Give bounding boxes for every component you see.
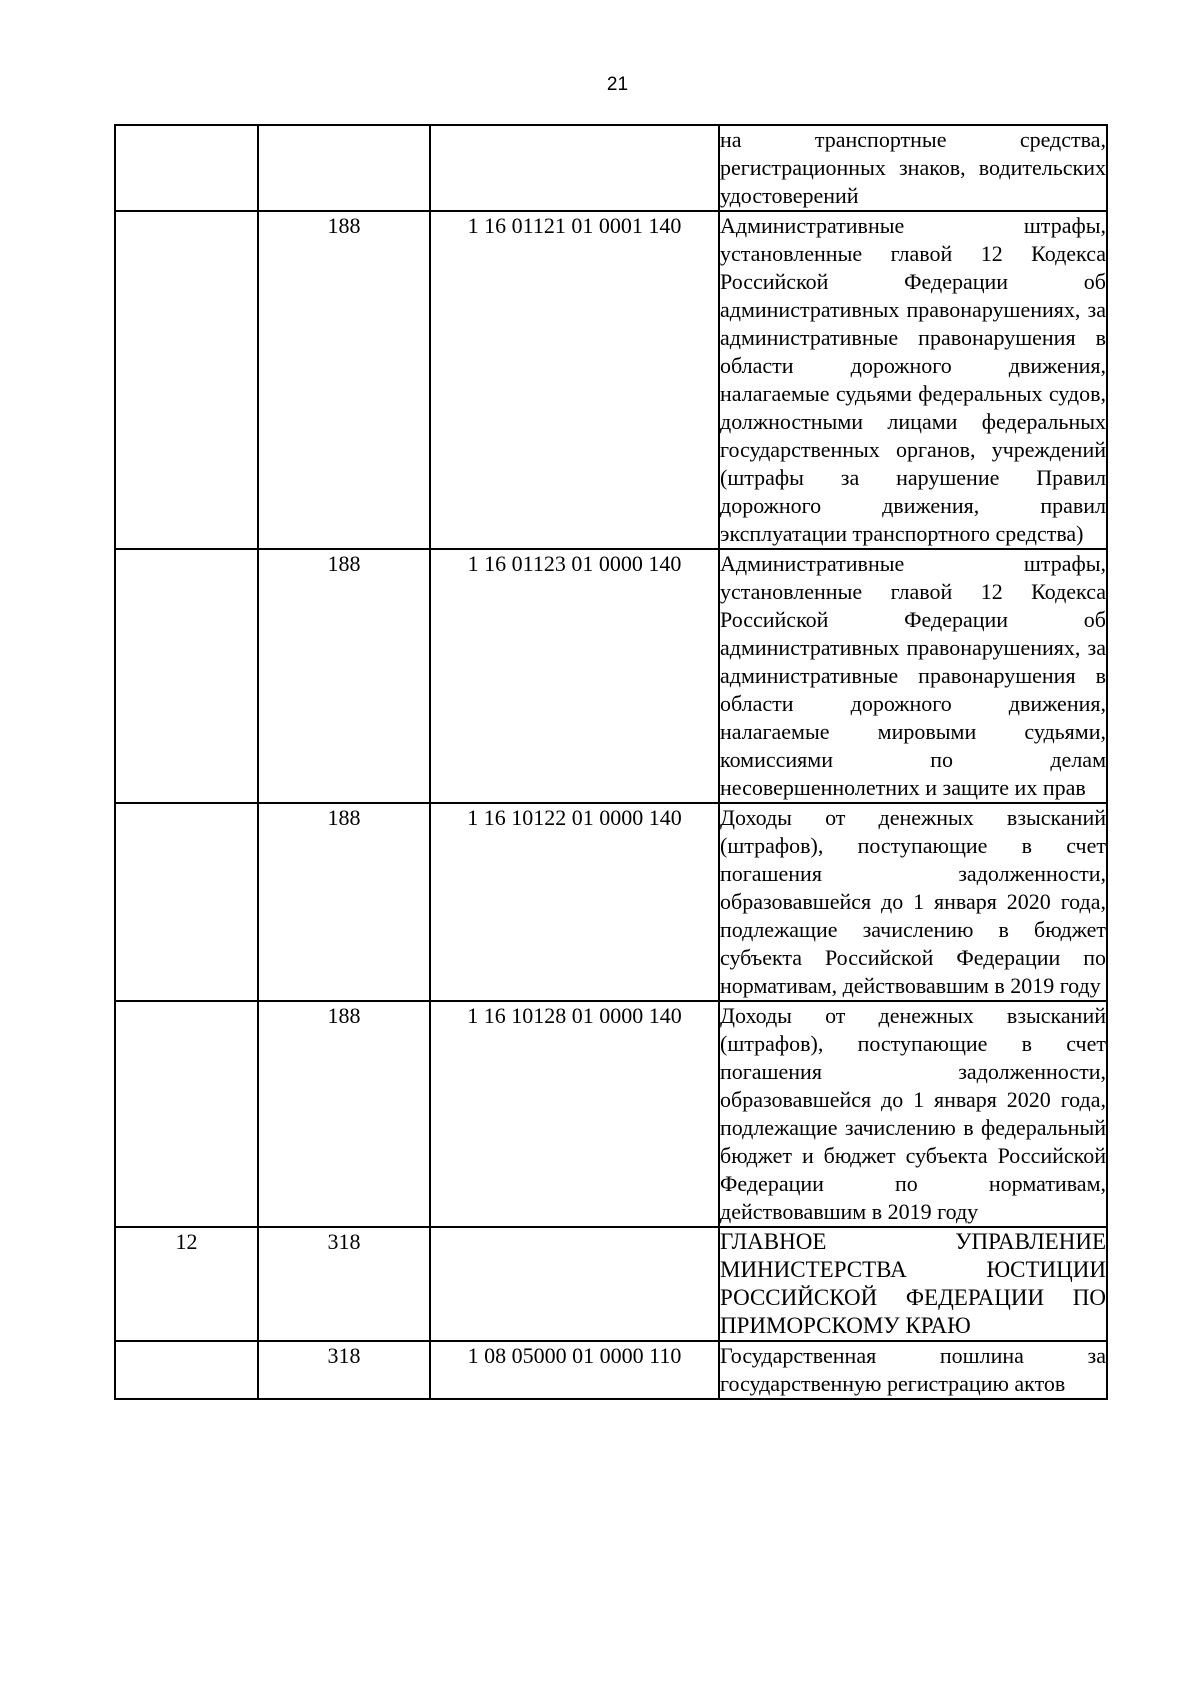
table-row — [115, 211, 1107, 549]
budget-classification-code-cell — [430, 125, 719, 211]
budget-classification-code-cell — [430, 1227, 719, 1341]
administrator-code-cell: 318 — [258, 1341, 430, 1399]
budget-revenue-table — [114, 124, 1108, 1400]
page-number: 21 — [606, 74, 629, 95]
administrator-code-cell: 188 — [258, 549, 430, 803]
administrator-code-cell — [258, 125, 430, 211]
description-cell: на транспортные средства, регистрационных знаков, водительских удостоверений — [719, 125, 1107, 211]
description-cell: Административные штрафы, установленные главой 12 Кодекса Российской Федерации об административных правонарушениях, за административные правонарушения в области дорожного движения, налагаемые судьями федеральных судов, должностными лицами федеральных государственных органов, учреждений (штрафы за нарушение Правил дорожного движения, правил эксплуатации транспортного средства) — [719, 211, 1107, 549]
administrator-code-cell: 188 — [258, 1001, 430, 1227]
table-row — [115, 125, 1107, 211]
description-cell: Доходы от денежных взысканий (штрафов), поступающие в счет погашения задолженности, образовавшейся до 1 января 2020 года, подлежащие зачислению в федеральный бюджет и бюджет субъекта Российской Федерации по нормативам, действовавшим в 2019 году — [719, 1001, 1107, 1227]
description-cell: Государственная пошлина за государственную регистрацию актов — [719, 1341, 1107, 1399]
administrator-code-cell: 188 — [258, 211, 430, 549]
row-number-cell — [115, 1001, 258, 1227]
row-number-cell — [115, 803, 258, 1001]
row-number-cell — [115, 211, 258, 549]
row-number-cell — [115, 1341, 258, 1399]
table-row — [115, 1001, 1107, 1227]
row-number-cell — [115, 549, 258, 803]
budget-classification-code-cell: 1 16 01123 01 0000 140 — [430, 549, 719, 803]
table-row — [115, 549, 1107, 803]
budget-classification-code-cell: 1 16 10128 01 0000 140 — [430, 1001, 719, 1227]
table-row — [115, 1227, 1107, 1341]
budget-classification-code-cell: 1 16 10122 01 0000 140 — [430, 803, 719, 1001]
administrator-code-cell: 318 — [258, 1227, 430, 1341]
description-cell: Административные штрафы, установленные главой 12 Кодекса Российской Федерации об административных правонарушениях, за административные правонарушения в области дорожного движения, налагаемые мировыми судьями, комиссиями по делам несовершеннолетних и защите их прав — [719, 549, 1107, 803]
row-number-cell: 12 — [115, 1227, 258, 1341]
table-row — [115, 803, 1107, 1001]
administrator-name-heading: ГЛАВНОЕ УПРАВЛЕНИЕ МИНИСТЕРСТВА ЮСТИЦИИ РОССИЙСКОЙ ФЕДЕРАЦИИ ПО ПРИМОРСКОМУ КРАЮ — [719, 1227, 1107, 1341]
budget-classification-code-cell: 1 16 01121 01 0001 140 — [430, 211, 719, 549]
administrator-code-cell: 188 — [258, 803, 430, 1001]
description-cell: Доходы от денежных взысканий (штрафов), поступающие в счет погашения задолженности, образовавшейся до 1 января 2020 года, подлежащие зачислению в бюджет субъекта Российской Федерации по нормативам, действовавшим в 2019 году — [719, 803, 1107, 1001]
budget-classification-code-cell: 1 08 05000 01 0000 110 — [430, 1341, 719, 1399]
table-row — [115, 1341, 1107, 1399]
row-number-cell — [115, 125, 258, 211]
